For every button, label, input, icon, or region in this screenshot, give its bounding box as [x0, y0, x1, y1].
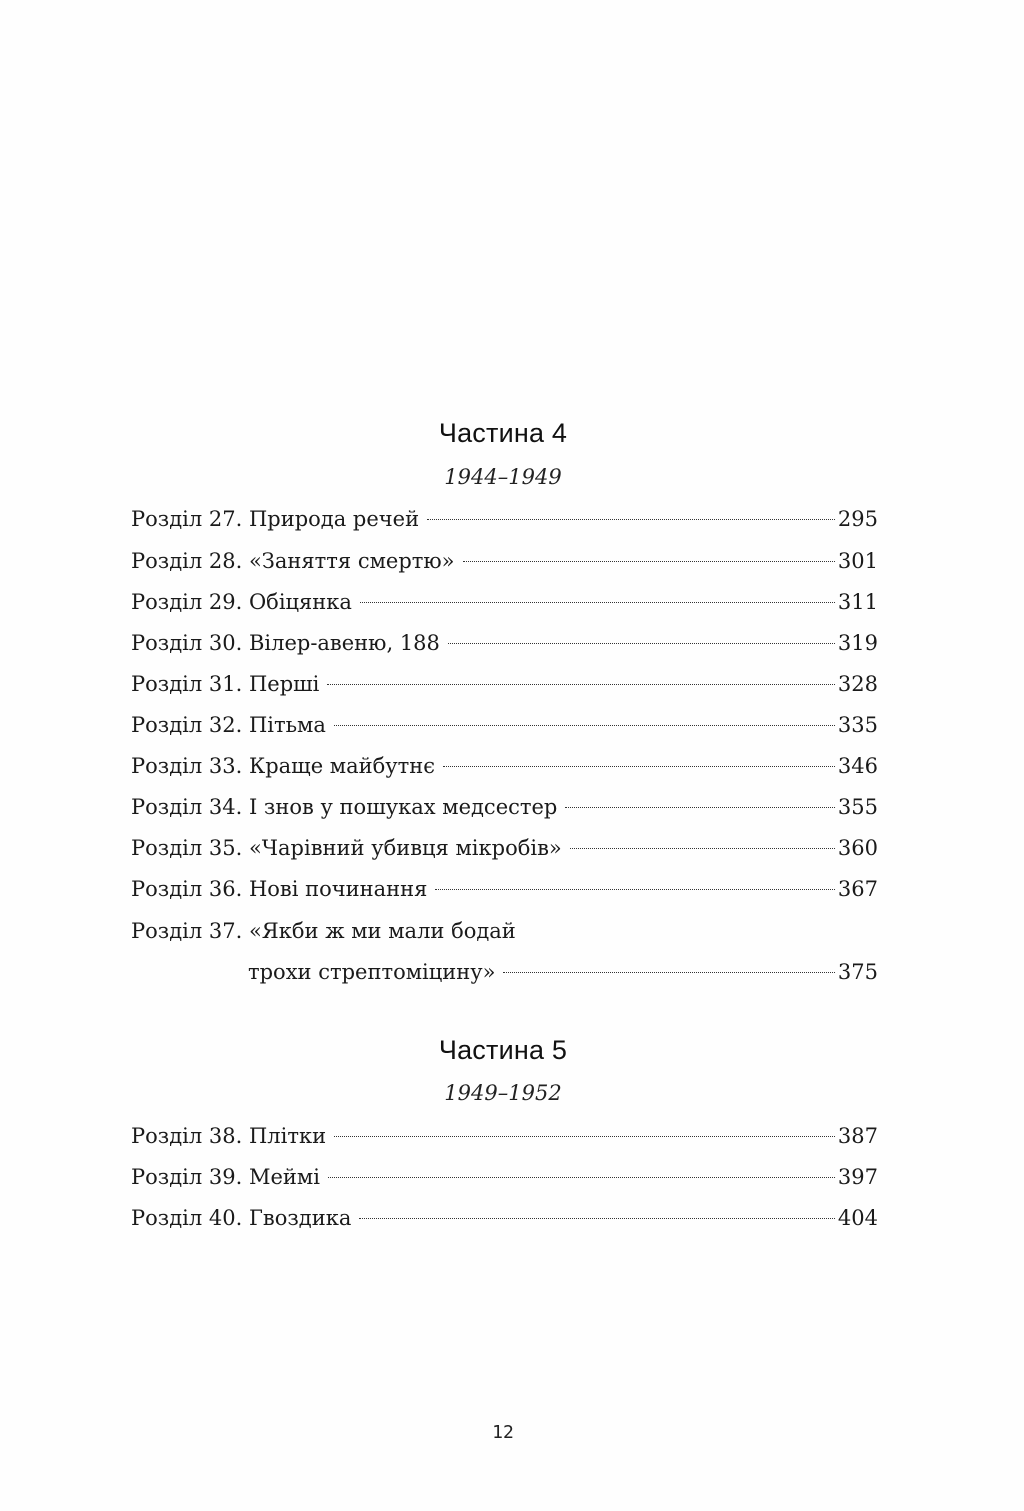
toc-entry-label: Розділ 40. Гвоздика	[131, 1206, 352, 1230]
part-4-years: 1944–1949	[444, 465, 562, 489]
toc-entry-label-continued: трохи стрептоміцину»	[248, 960, 496, 984]
toc-entry-page: 367	[837, 877, 878, 901]
toc-entry-label: Розділ 33. Краще майбутнє	[131, 754, 436, 778]
toc-entry-page: 346	[837, 754, 878, 778]
toc-entry-label: Розділ 39. Меймі	[131, 1165, 320, 1189]
part-5-years: 1949–1952	[444, 1081, 562, 1105]
toc-entry-29	[131, 587, 878, 617]
toc-leader-dots	[359, 1218, 835, 1219]
toc-entry-label: Розділ 31. Перші	[131, 672, 320, 696]
toc-leader-dots	[435, 889, 834, 890]
part-5-title: Частина 5	[438, 1035, 568, 1065]
toc-entry-30	[131, 628, 878, 658]
toc-entry-page: 360	[837, 836, 878, 860]
toc-entry-label: Розділ 30. Вілер-авеню, 188	[131, 631, 440, 655]
toc-entry-40	[131, 1203, 878, 1233]
toc-leader-dots	[570, 848, 835, 849]
toc-entry-39	[131, 1162, 878, 1192]
toc-entry-page: 404	[837, 1206, 878, 1230]
toc-entry-35	[131, 833, 878, 863]
toc-leader-dots	[565, 807, 835, 808]
toc-entry-label: Розділ 35. «Чарівний убивця мікробів»	[131, 836, 562, 860]
toc-entry-34	[131, 792, 878, 822]
toc-entry-page: 319	[837, 631, 878, 655]
toc-entry-37	[248, 957, 878, 987]
toc-entry-page: 355	[837, 795, 878, 819]
toc-leader-dots	[448, 643, 835, 644]
toc-leader-dots	[443, 766, 835, 767]
toc-entry-page: 311	[837, 590, 878, 614]
toc-entry-page: 335	[837, 713, 878, 737]
toc-entry-label: Розділ 36. Нові починання	[131, 877, 428, 901]
toc-entry-page: 397	[837, 1165, 878, 1189]
toc-entry-label: Розділ 27. Природа речей	[131, 507, 420, 531]
toc-entry-page: 295	[837, 507, 878, 531]
toc-entry-page: 301	[837, 549, 878, 573]
toc-entry-27	[131, 504, 878, 534]
toc-leader-dots	[328, 1177, 835, 1178]
toc-leader-dots	[463, 561, 835, 562]
toc-leader-dots	[427, 519, 835, 520]
toc-entry-37-line1: Розділ 37. «Якби ж ми мали бодай	[131, 919, 516, 943]
toc-entry-36	[131, 874, 878, 904]
toc-leader-dots	[334, 725, 835, 726]
toc-entry-page: 387	[837, 1124, 878, 1148]
toc-leader-dots	[503, 972, 834, 973]
toc-leader-dots	[334, 1136, 835, 1137]
part-4-title: Частина 4	[438, 418, 568, 448]
toc-entry-28	[131, 546, 878, 576]
toc-entry-31	[131, 669, 878, 699]
toc-entry-38	[131, 1121, 878, 1151]
toc-leader-dots	[360, 602, 835, 603]
toc-entry-label: Розділ 28. «Заняття смертю»	[131, 549, 455, 573]
toc-entry-page: 328	[837, 672, 878, 696]
toc-entry-label: Розділ 38. Плітки	[131, 1124, 327, 1148]
toc-entry-label: Розділ 34. І знов у пошуках медсестер	[131, 795, 558, 819]
toc-entry-33	[131, 751, 878, 781]
toc-entry-label: Розділ 29. Обіцянка	[131, 590, 352, 614]
toc-entry-32	[131, 710, 878, 740]
page-number: 12	[492, 1422, 514, 1443]
toc-entry-label: Розділ 32. Пітьма	[131, 713, 326, 737]
toc-leader-dots	[327, 684, 835, 685]
toc-entry-page: 375	[837, 960, 878, 984]
